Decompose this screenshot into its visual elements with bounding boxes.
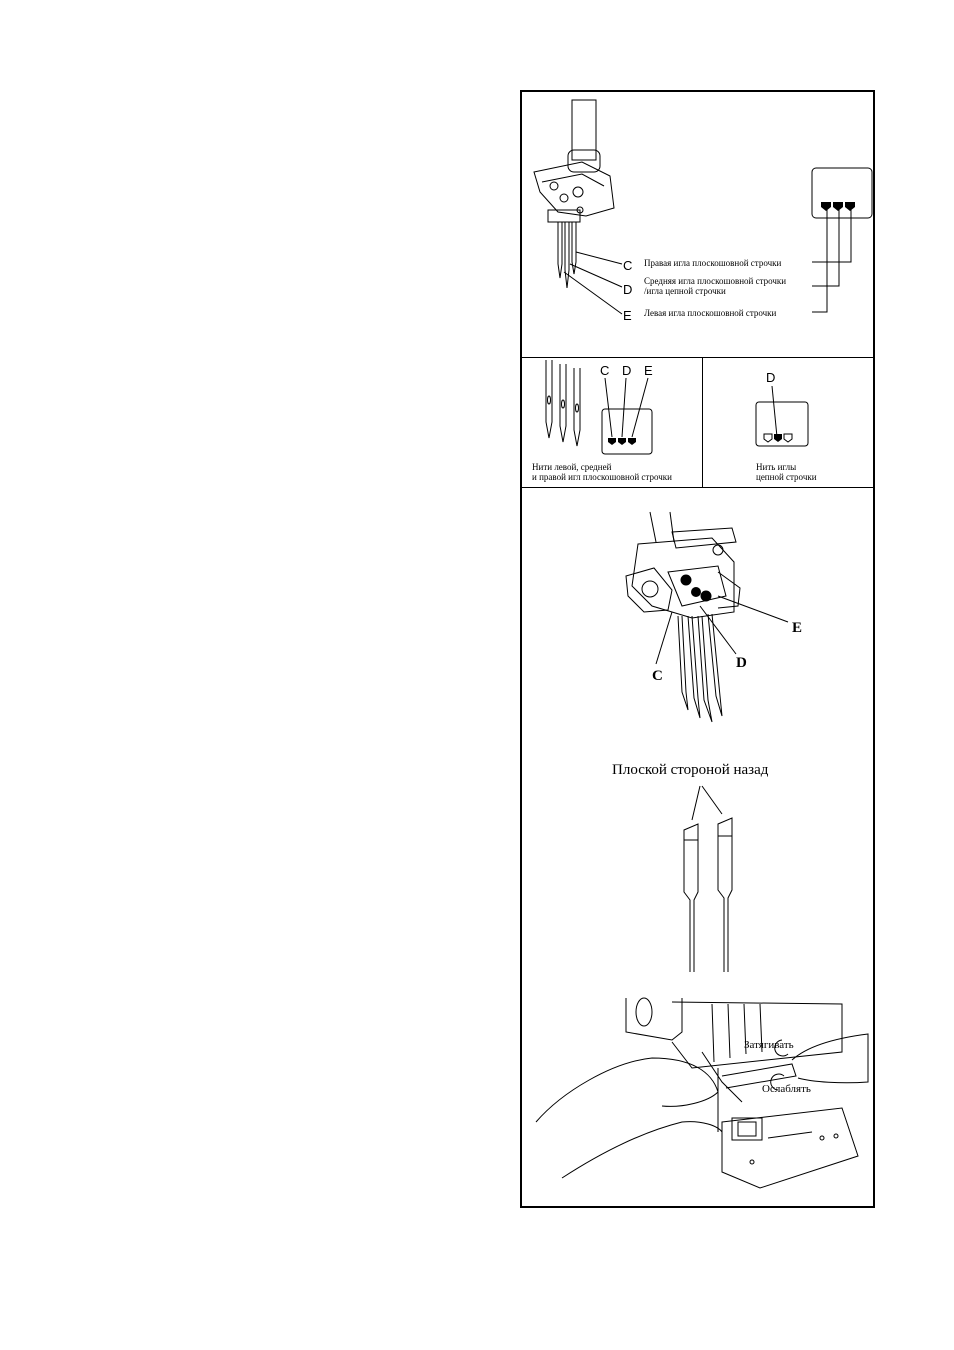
p6-loosen-label: Ослаблять bbox=[762, 1083, 811, 1095]
p1-line-left: Левая игла плоскошовной строчки bbox=[644, 308, 777, 318]
p4-label-c: C bbox=[652, 668, 663, 684]
p1-line-middle-a: Средняя игла плоскошовной строчки bbox=[644, 276, 787, 286]
p2-label-e: E bbox=[644, 363, 653, 378]
p2-label-d: D bbox=[622, 363, 632, 378]
p3-label-d: D bbox=[766, 370, 776, 385]
p4-label-e: E bbox=[792, 620, 803, 636]
instruction-frame bbox=[520, 90, 875, 1208]
p1-label-e: E bbox=[623, 308, 632, 323]
p2-label-c: C bbox=[600, 363, 610, 378]
p5-caption: Плоской стороной назад bbox=[612, 762, 769, 778]
p1-line-right: Правая игла плоскошовной строчки bbox=[644, 258, 782, 268]
p1-line-middle-b: /игла цепной строчки bbox=[644, 286, 726, 296]
p1-label-d: D bbox=[623, 282, 633, 297]
p4-label-d: D bbox=[736, 655, 747, 671]
p3-caption-a: Нить иглы bbox=[756, 462, 797, 472]
screwdriver-hands-drawing bbox=[522, 92, 873, 1210]
p1-label-c: C bbox=[623, 258, 633, 273]
p3-caption-b: цепной строчки bbox=[756, 472, 817, 482]
p6-tighten-label: Затягивать bbox=[744, 1039, 794, 1051]
p2-caption-a: Нити левой, средней bbox=[532, 462, 612, 472]
p2-caption-b: и правой игл плоскошовной строчки bbox=[532, 472, 672, 482]
